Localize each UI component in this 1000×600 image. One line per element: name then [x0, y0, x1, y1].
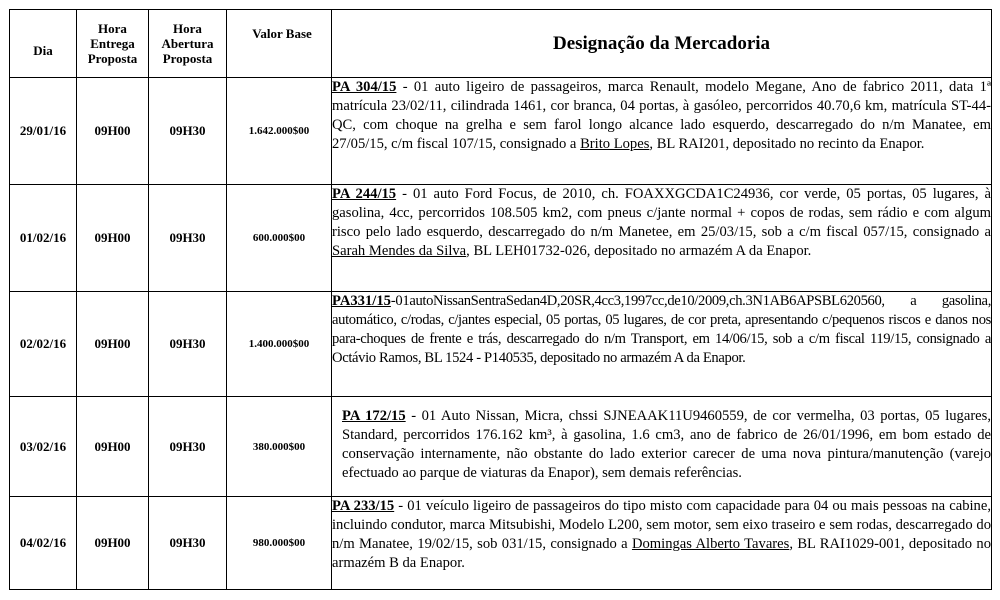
cell-hora-entrega: 09H00: [77, 497, 149, 590]
cell-designacao: [332, 497, 992, 590]
cell-designacao: [332, 397, 992, 497]
table-row: [10, 397, 992, 497]
process-number: PA 172/15: [342, 408, 406, 424]
cell-designacao: [332, 292, 992, 397]
cell-designacao: [332, 185, 992, 292]
description-text: - 01 auto Ford Focus, de 2010, ch. FOAXXGCDA1C24936, cor verde, 05 portas, 05 lugares, à gasolina, 4cc, percorridos 108.505 km2, com pneus c/jante normal + copos de rodas, sem rádio e com algum risco pelo lado esquerdo, descarregado do n/m Manetee, em 25/03/15, sob a c/m fiscal 057/15, consignado a: [332, 186, 991, 240]
process-number: PA 304/15: [332, 79, 397, 95]
table-row: [10, 497, 992, 590]
cell-hora-entrega: 09H00: [77, 292, 149, 397]
cell-dia: 03/02/16: [10, 397, 77, 497]
description-text: - 01 auto ligeiro de passageiros, marca Renault, modelo Megane, Ano de fabrico 2011, data 1ª matrícula 23/02/11, cilindrada 1461, cor branca, 04 portas, à gasóleo, percorridos 40.70,6 km, matrícula ST-44-QC, com choque na grelha e sem farol longo alcance lado esquerdo, descarregado do n/m Manatee, em 27/05/15, c/m fiscal 107/15, consignado a: [332, 79, 991, 152]
cell-valor-base: 600.000$00: [227, 185, 332, 292]
cell-dia: 29/01/16: [10, 78, 77, 185]
cell-hora-entrega: 09H00: [77, 78, 149, 185]
cell-hora-abertura: 09H30: [149, 497, 227, 590]
header-designacao: Designação da Mercadoria: [332, 10, 992, 78]
cell-hora-abertura: 09H30: [149, 185, 227, 292]
consignee-name: Domingas Alberto Tavares: [631, 536, 790, 552]
cell-dia: 01/02/16: [10, 185, 77, 292]
description-text: -01autoNissanSentraSedan4D,20SR,4cc3,1997cc,de10/2009,ch.3N1AB6APSBL620560, a gasolina, automático, c/rodas, c/jantes especial, 05 portas, 05 lugares, de cor preta, apresentando c/pequenos riscos e danos nos para-choques de frente e trás, descarregado do n/m Transport, em 14/06/15, sob a c/m fiscal 119/15, consignado a Octávio Ramos, BL 1524 - P140535, depositado no armazém A da Enapor.: [332, 293, 991, 366]
process-number: PA331/15: [332, 293, 391, 309]
cell-dia: 04/02/16: [10, 497, 77, 590]
cell-hora-abertura: 09H30: [149, 397, 227, 497]
header-hora-abertura: Hora Abertura Proposta: [149, 10, 227, 78]
header-hora-entrega: Hora Entrega Proposta: [77, 10, 149, 78]
cell-hora-abertura: 09H30: [149, 292, 227, 397]
description-text-tail: , BL RAI1029-001, depositado no armazém B da Enapor.: [332, 536, 992, 571]
description-text-tail: , BL RAI201, depositado no recinto da Enapor.: [649, 136, 925, 152]
table-row: [10, 78, 992, 185]
table-row: [10, 185, 992, 292]
consignee-name: Sarah Mendes da Silva: [332, 243, 467, 259]
cell-dia: 02/02/16: [10, 292, 77, 397]
header-row: [10, 10, 992, 78]
process-number: PA 244/15: [332, 186, 397, 202]
cell-hora-entrega: 09H00: [77, 397, 149, 497]
cell-valor-base: 980.000$00: [227, 497, 332, 590]
process-number: PA 233/15: [332, 498, 395, 514]
header-dia: Dia: [10, 10, 77, 78]
header-valor-base: Valor Base: [227, 10, 332, 78]
cell-valor-base: 1.642.000$00: [227, 78, 332, 185]
consignee-name: Brito Lopes: [580, 136, 650, 152]
cell-valor-base: 1.400.000$00: [227, 292, 332, 397]
cell-valor-base: 380.000$00: [227, 397, 332, 497]
description-text: - 01 Auto Nissan, Micra, chssi SJNEAAK11U9460559, de cor vermelha, 03 portas, 05 lugares, Standard, percorridos 176.162 km³, à gasolina, 1.6 cm3, ano de fabrico de 26/01/1996, em bom estado de conservação internamente, não obstante do lado exterior carecer de uma nova pintura/manutenção (varejo efectuado ao parque de viaturas da Enapor), sem demais referências.: [342, 408, 991, 481]
cell-designacao: [332, 78, 992, 185]
cell-hora-entrega: 09H00: [77, 185, 149, 292]
cell-hora-abertura: 09H30: [149, 78, 227, 185]
table-row: [10, 292, 992, 397]
description-text-tail: , BL LEH01732-026, depositado no armazém A da Enapor.: [466, 243, 812, 259]
merchandise-table: [9, 9, 992, 590]
description-text: - 01 veículo ligeiro de passageiros do tipo misto com capacidade para 04 ou mais pessoas na cabine, incluindo condutor, marca Mitsubishi, Modelo L200, sem motor, sem eixo traseiro e sem rodas, descarregado do n/m Manatee, 19/02/15, sob 031/15, consignado a: [332, 498, 991, 552]
